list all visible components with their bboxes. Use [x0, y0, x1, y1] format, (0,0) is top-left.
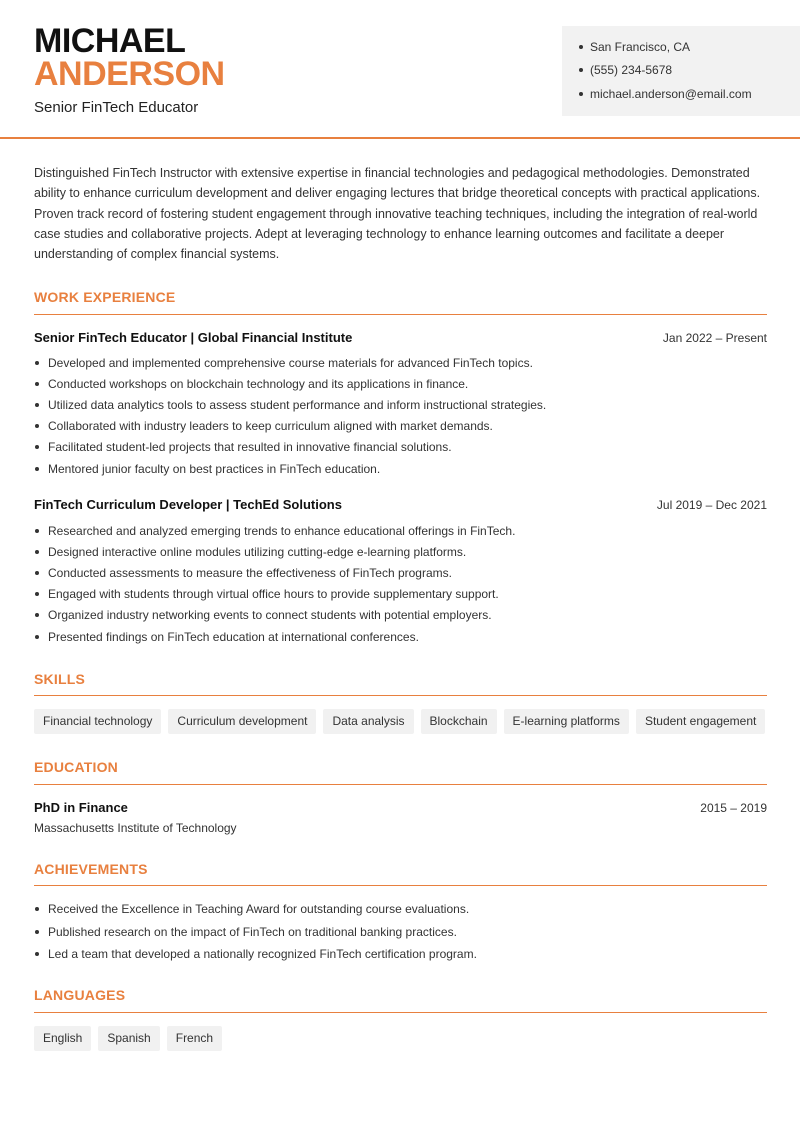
bullet-icon: [579, 45, 583, 49]
bullet-icon: [35, 529, 39, 533]
bullet-icon: [35, 571, 39, 575]
list-item: Conducted workshops on blockchain technology and its applications in finance.: [34, 373, 546, 394]
list-item: Engaged with students through virtual office hours to provide supplementary support.: [34, 584, 515, 605]
bullet-icon: [35, 907, 39, 911]
language-chip: French: [167, 1026, 222, 1051]
list-item: Developed and implemented comprehensive course materials for advanced FinTech topics.: [34, 352, 546, 373]
last-name: ANDERSON: [34, 55, 225, 93]
skill-chip: E-learning platforms: [504, 709, 629, 734]
section-divider: [34, 695, 767, 696]
list-item: Led a team that developed a nationally recognized FinTech certification program.: [34, 943, 477, 966]
job-role: FinTech Curriculum Developer | TechEd Solutions: [34, 497, 342, 512]
bullet-icon: [35, 424, 39, 428]
summary: Distinguished FinTech Instructor with extensive expertise in financial technologies and pedagogical methodologies. Demonstrated ability to enhance curriculum development and deliver engaging lectures that bridge theoretical concepts with practical applications. Proven track record of fostering student engagement through innovative teaching techniques, including the integration of real-world case studies and collaborative projects. Adept at leveraging technology to enhance learning outcomes and facilitate a deeper understanding of complex financial systems.: [34, 166, 761, 262]
job-role: Senior FinTech Educator | Global Financial Institute: [34, 330, 353, 345]
first-name: MICHAEL: [34, 22, 186, 60]
edu-school: Massachusetts Institute of Technology: [34, 821, 237, 835]
bullet-icon: [35, 592, 39, 596]
section-title-education: EDUCATION: [34, 759, 118, 775]
job-bullets: [34, 352, 546, 479]
list-item: Published research on the impact of FinTech on traditional banking practices.: [34, 921, 477, 944]
list-item: Presented findings on FinTech education at international conferences.: [34, 626, 515, 647]
list-item: Researched and analyzed emerging trends to enhance educational offerings in FinTech.: [34, 520, 515, 541]
bullet-icon: [579, 68, 583, 72]
bullet-icon: [35, 550, 39, 554]
list-item: Conducted assessments to measure the effectiveness of FinTech programs.: [34, 562, 515, 583]
section-title-work: WORK EXPERIENCE: [34, 289, 176, 305]
skill-chip: Student engagement: [636, 709, 765, 734]
contact-location-text: San Francisco, CA: [590, 40, 691, 54]
bullet-icon: [35, 930, 39, 934]
contact-email[interactable]: [579, 87, 752, 101]
skills-list: [34, 709, 765, 734]
contact-phone-text: (555) 234-5678: [590, 63, 673, 77]
list-item: Utilized data analytics tools to assess student performance and inform instructional strategies.: [34, 394, 546, 415]
bullet-icon: [35, 382, 39, 386]
section-divider: [34, 885, 767, 886]
skill-chip: Blockchain: [421, 709, 497, 734]
list-item: Mentored junior faculty on best practices in FinTech education.: [34, 458, 546, 479]
skill-chip: Financial technology: [34, 709, 161, 734]
list-item: Organized industry networking events to connect students with potential employers.: [34, 605, 515, 626]
section-title-languages: LANGUAGES: [34, 987, 126, 1003]
list-item: Designed interactive online modules utilizing cutting-edge e-learning platforms.: [34, 541, 515, 562]
bullet-icon: [35, 635, 39, 639]
job-entry-header: [34, 330, 767, 345]
list-item: Received the Excellence in Teaching Award for outstanding course evaluations.: [34, 898, 477, 921]
achievement-bullets: [34, 898, 477, 966]
contact-email-text[interactable]: michael.anderson@email.com: [590, 87, 752, 101]
edu-dates: 2015 – 2019: [700, 801, 767, 815]
edu-degree: PhD in Finance: [34, 800, 128, 815]
job-entry-header: [34, 497, 767, 512]
contact-phone: [579, 63, 672, 77]
bullet-icon: [35, 467, 39, 471]
list-item: Facilitated student-led projects that resulted in innovative financial solutions.: [34, 437, 546, 458]
section-divider: [34, 1012, 767, 1013]
contact-box: [562, 26, 800, 116]
skill-chip: Curriculum development: [168, 709, 316, 734]
language-chip: English: [34, 1026, 91, 1051]
section-title-skills: SKILLS: [34, 671, 85, 687]
section-divider: [34, 314, 767, 315]
bullet-icon: [35, 613, 39, 617]
bullet-icon: [35, 361, 39, 365]
list-item: Collaborated with industry leaders to keep curriculum aligned with market demands.: [34, 416, 546, 437]
bullet-icon: [35, 403, 39, 407]
job-dates: Jul 2019 – Dec 2021: [656, 498, 767, 512]
bullet-icon: [35, 952, 39, 956]
resume-header: [0, 0, 800, 139]
section-divider: [34, 784, 767, 785]
bullet-icon: [579, 92, 583, 96]
job-title: Senior FinTech Educator: [34, 99, 199, 116]
contact-location: [579, 40, 690, 54]
bullet-icon: [35, 445, 39, 449]
skill-chip: Data analysis: [323, 709, 413, 734]
languages-list: [34, 1026, 222, 1051]
job-dates: Jan 2022 – Present: [662, 331, 767, 345]
section-title-achievements: ACHIEVEMENTS: [34, 861, 148, 877]
job-bullets: [34, 520, 515, 647]
language-chip: Spanish: [98, 1026, 159, 1051]
